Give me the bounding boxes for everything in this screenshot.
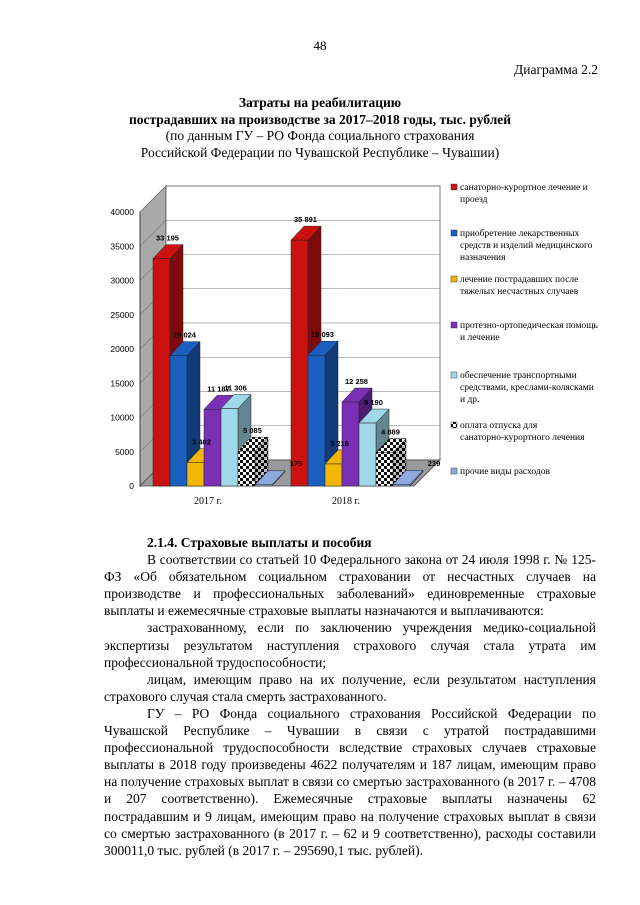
- bar-value-label: 19 093: [311, 330, 334, 340]
- legend-label: приобретение лекарственных: [460, 229, 580, 239]
- paragraph-1: В соответствии со статьей 10 Федерального закона от 24 июля 1998 г. № 125-ФЗ «Об обязательном социальном страховании от несчастных случаев на производстве и профессиональных заболеваний» единовременные страховые выплаты и ежемесячные страховые выплаты назначаются и выплачиваются:: [104, 552, 596, 619]
- y-tick-label: 20000: [110, 344, 134, 354]
- bar-value-label: 239: [427, 459, 441, 468]
- bar: [255, 485, 272, 486]
- chart-title-line-1: Затраты на реабилитацию: [238, 95, 402, 110]
- bar-value-label: 9 190: [364, 398, 383, 408]
- legend-swatch: [451, 468, 457, 474]
- chart-subtitle-line-1: (по данным ГУ – РО Фонда социального страхования: [165, 128, 475, 143]
- legend-label: проезд: [460, 195, 488, 205]
- legend-label: обеспечение транспортными: [460, 371, 577, 381]
- bar: [204, 409, 221, 486]
- bar-chart: [0, 178, 640, 518]
- y-tick-label: 15000: [110, 378, 134, 389]
- bar-value-label: 11 306: [224, 383, 247, 393]
- bar-value-label: 5 085: [243, 426, 262, 436]
- y-tick-label: 0: [129, 481, 134, 491]
- legend-label: средств и изделий медицинского: [460, 241, 593, 251]
- chart-title-block: [0, 95, 640, 161]
- bar: [153, 259, 170, 486]
- y-tick-label: 25000: [110, 309, 134, 320]
- legend-swatch: [451, 276, 457, 282]
- legend-label: санаторно-курортное лечение и: [460, 183, 588, 193]
- bar: [308, 355, 325, 486]
- bar-value-label: 3 402: [192, 437, 211, 447]
- legend-swatch: [451, 422, 457, 428]
- chart-title-line-2: пострадавших на производстве за 2017–2018 годы, тыс. рублей: [128, 111, 512, 127]
- bar: [221, 409, 238, 486]
- bar-value-label: 35 891: [294, 215, 317, 225]
- x-category-label: 2018 г.: [332, 496, 360, 507]
- y-tick-label: 30000: [110, 275, 134, 286]
- legend-label: и др.: [460, 395, 480, 405]
- legend-swatch: [451, 184, 457, 190]
- legend-swatch: [451, 230, 457, 236]
- bar: [187, 463, 204, 486]
- bar-value-label: 33 195: [156, 233, 179, 243]
- legend-label: протезно-ортопедическая помощь: [460, 321, 598, 331]
- legend-label: и лечение: [460, 333, 500, 343]
- paragraph-2: застрахованному, если по заключению учреждения медико-социальной экспертизы результатом наступления страхового случая стала утрата им профессиональной трудоспособности;: [104, 620, 596, 670]
- bar: [376, 453, 393, 486]
- y-tick-label: 40000: [110, 207, 134, 217]
- chart-subtitle-line-2: Российской Федерации по Чувашской Республике – Чувашии): [140, 144, 500, 160]
- bar: [393, 484, 410, 486]
- legend-swatch: [451, 372, 457, 378]
- x-category-label: 2017 г.: [194, 496, 222, 507]
- legend-label: санаторно-курортного лечения: [460, 433, 585, 443]
- bar-value-label: 12 258: [345, 377, 368, 387]
- bar: [325, 464, 342, 486]
- bar-value-label: 175: [289, 459, 303, 468]
- legend-label: средствами, креслами-колясками: [460, 383, 594, 393]
- bar-value-label: 19 024: [173, 330, 196, 340]
- legend-swatch: [451, 322, 457, 328]
- y-tick-label: 5000: [115, 446, 134, 457]
- y-tick-label: 35000: [110, 241, 134, 252]
- bar: [291, 240, 308, 486]
- bar: [170, 356, 187, 486]
- paragraph-4: ГУ – РО Фонда социального страхования Российской Федерации по Чувашской Республике – Чувашии в связи с утратой пострадавшими профессиональной трудоспособности вследствие страховых случаев страховые выплаты в 2018 году произведены 4622 получателям и 187 лицам, имеющим право на получение страховых выплат в связи со смертью застрахованного (в 2017 г. – 4708 и 207 соответственно). Ежемесячные страховые выплаты назначены 62 пострадавшим и 9 лицам, имеющим право на получение страховых выплат в связи со смертью застрахованного (в 2017 г. – 62 и 9 соответственно), расходы составили 300011,0 тыс. рублей (в 2017 г. – 295690,1 тыс. рублей).: [104, 705, 596, 858]
- diagram-label: Диаграмма 2.2: [514, 62, 598, 77]
- section-text: [104, 534, 596, 859]
- legend-label: лечение пострадавших после: [460, 275, 579, 285]
- paragraph-3: лицам, имеющим право на их получение, если результатом наступления страхового случая стала смерть застрахованного.: [104, 671, 596, 704]
- legend-label: оплата отпуска для: [460, 421, 538, 431]
- legend-label: прочие виды расходов: [460, 467, 550, 477]
- bar: [359, 423, 376, 486]
- y-tick-label: 10000: [110, 412, 134, 423]
- legend-label: тяжелых несчастных случаев: [460, 287, 579, 297]
- page-number: 48: [313, 38, 327, 53]
- section-heading: 2.1.4. Страховые выплаты и пособия: [147, 535, 372, 550]
- bar-value-label: 11 187: [207, 384, 230, 394]
- bar: [238, 451, 255, 486]
- bar-value-label: 4 889: [381, 427, 400, 437]
- legend-label: назначения: [460, 253, 506, 263]
- bar-value-label: 3 216: [330, 438, 349, 448]
